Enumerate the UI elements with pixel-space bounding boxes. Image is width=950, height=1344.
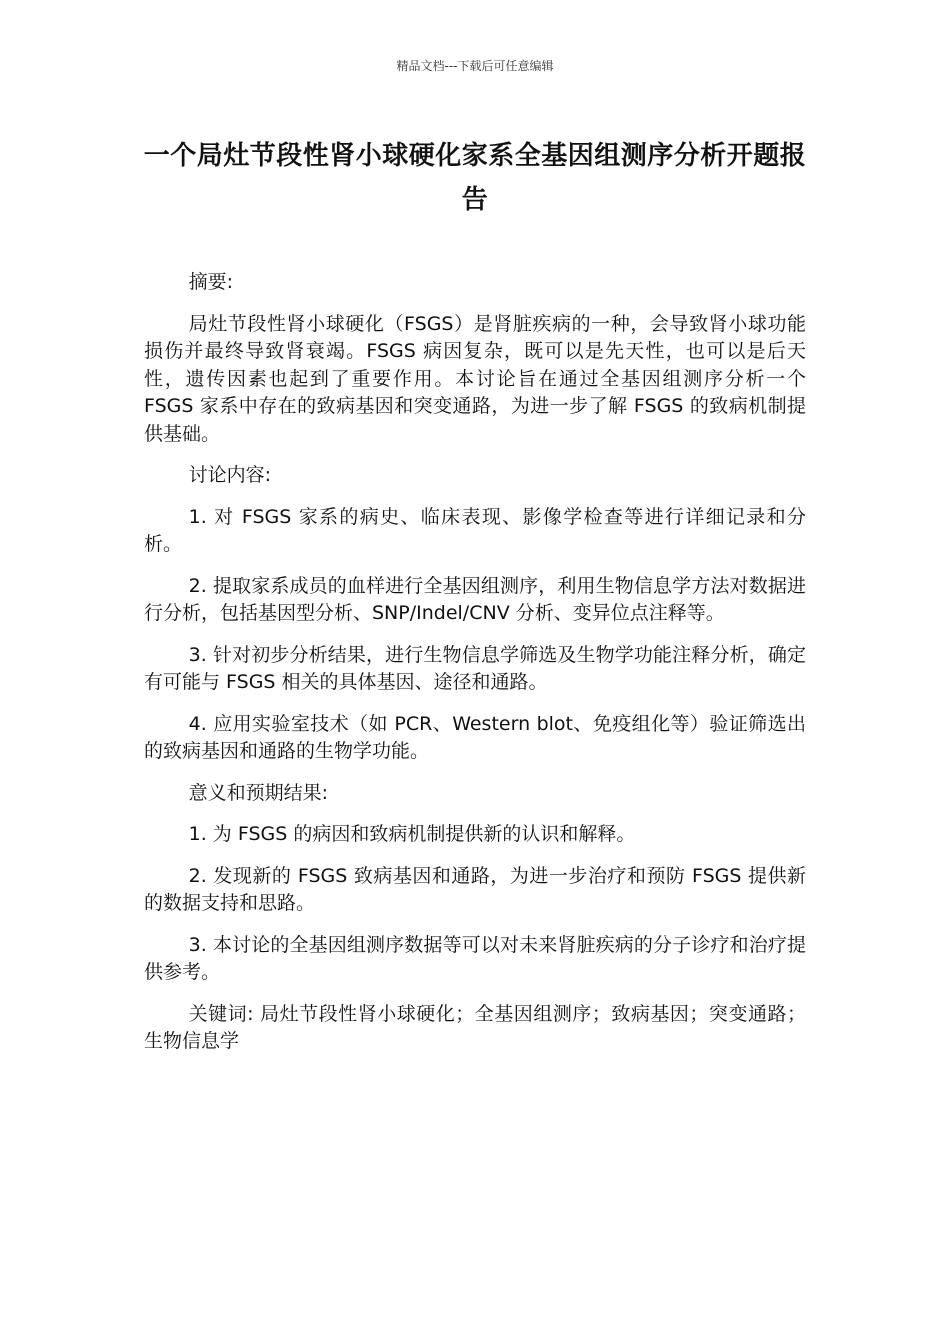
discussion-item-4: 4. 应用实验室技术（如 PCR、Western blot、免疫组化等）验证筛选出的致病基因和通路的生物学功能。 bbox=[144, 712, 806, 762]
abstract-heading: 摘要: bbox=[188, 271, 234, 293]
document-body bbox=[144, 269, 806, 1070]
discussion-heading: 讨论内容: bbox=[188, 464, 272, 486]
significance-item-2: 2. 发现新的 FSGS 致病基因和通路，为进一步治疗和预防 FSGS 提供新的数据支持和思路。 bbox=[144, 864, 806, 914]
abstract-paragraph: 局灶节段性肾小球硬化（FSGS）是肾脏疾病的一种，会导致肾小球功能损伤并最终导致肾衰竭。FSGS 病因复杂，既可以是先天性，也可以是后天性，遗传因素也起到了重要作用。本讨论旨在通过全基因组测序分析一个 FSGS 家系中存在的致病基因和突变通路，为进一步了解 FSGS 的致病机制提供基础。 bbox=[144, 312, 806, 445]
discussion-item-3: 3. 针对初步分析结果，进行生物信息学筛选及生物学功能注释分析，确定有可能与 FSGS 相关的具体基因、途径和通路。 bbox=[144, 643, 806, 693]
significance-item-3: 3. 本讨论的全基因组测序数据等可以对未来肾脏疾病的分子诊疗和治疗提供参考。 bbox=[144, 933, 806, 983]
significance-item-1: 1. 为 FSGS 的病因和致病机制提供新的认识和解释。 bbox=[188, 823, 636, 845]
page-header-note: 精品文档---下载后可任意编辑 bbox=[396, 59, 554, 73]
significance-heading: 意义和预期结果: bbox=[188, 781, 329, 804]
discussion-item-1: 1. 对 FSGS 家系的病史、临床表现、影像学检查等进行详细记录和分析。 bbox=[144, 505, 806, 555]
keywords-paragraph: 关键词: 局灶节段性肾小球硬化；全基因组测序；致病基因；突变通路；生物信息学 bbox=[144, 1002, 806, 1052]
document-title: 一个局灶节段性肾小球硬化家系全基因组测序分析开题报告 bbox=[143, 141, 807, 215]
discussion-item-2: 2. 提取家系成员的血样进行全基因组测序，利用生物信息学方法对数据进行分析，包括基因型分析、SNP/Indel/CNV 分析、变异位点注释等。 bbox=[144, 574, 806, 624]
